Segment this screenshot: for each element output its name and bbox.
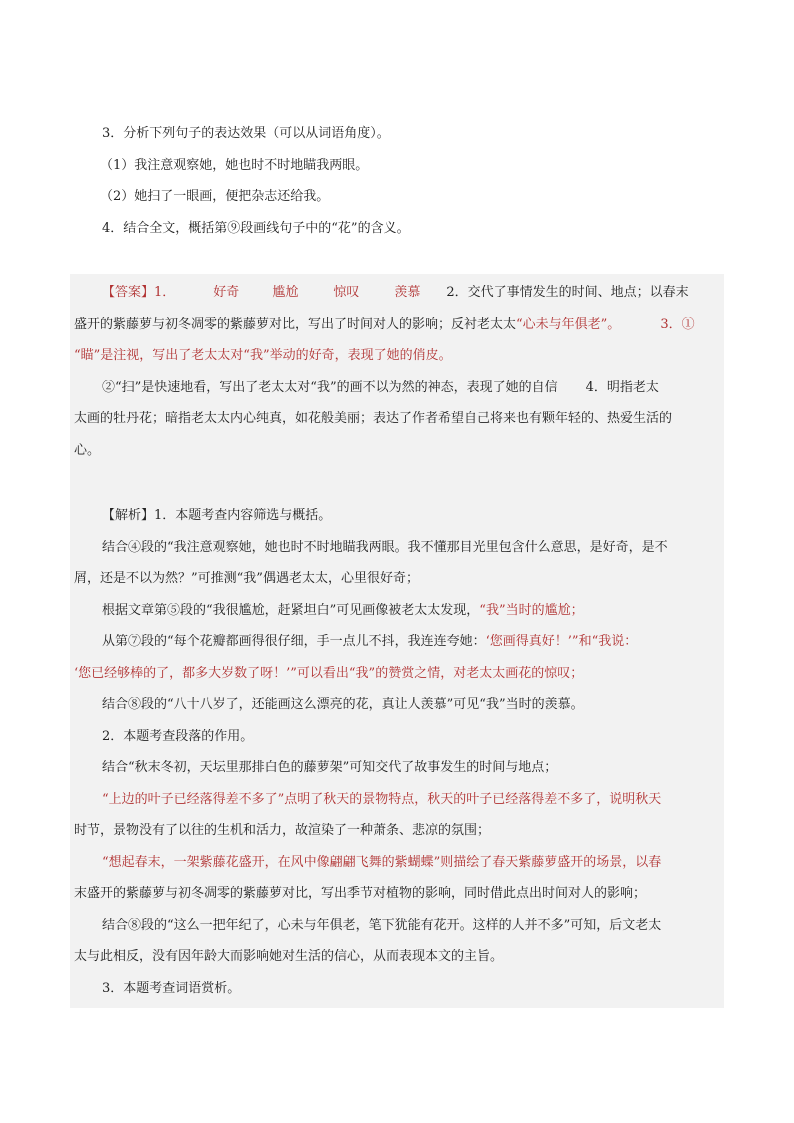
analysis-line-1 (74, 508, 718, 524)
analysis-p10-line-b: 末盛开的紫藤萝与初冬凋零的紫藤萝对比，写出季节对植物的影响，同时借此点出时间对人的影响； (74, 886, 647, 901)
answer-3-number: 3．① (660, 317, 695, 332)
question-4: 4．结合全文，概括第⑨段画线句子中的“花”的含义。 (102, 221, 410, 236)
analysis-p4b-text: ‘您画得真好！’”和“我说： (485, 634, 638, 649)
answer-line-2 (74, 317, 718, 333)
analysis-p7-line (74, 729, 718, 745)
analysis-p10a-text: “想起春末，一架紫藤花盛开，在风中像翩翩飞舞的紫蝴蝶”则描绘了春天紫藤萝盛开的场景，以春 (102, 855, 662, 870)
analysis-p11-line-b: 太与此相反，没有因年龄大而影响她对生活的信心，从而表现本文的主旨。 (74, 949, 504, 964)
analysis-p9a-text: “上边的叶子已经落得差不多了”点明了秋天的景物特点，秋天的叶子已经落得差不多了，说明秋天 (102, 792, 662, 807)
answer-label: 【答案】 (102, 285, 155, 300)
analysis-label: 【解析】 (102, 508, 155, 523)
analysis-p4a-text: 从第⑦段的“每个花瓣都画得很仔细，手一点儿不抖，我连连夸她： (102, 634, 486, 649)
analysis-p9-line-a (74, 792, 718, 808)
analysis-p6-line (74, 697, 718, 713)
answer-4-line-3: 心。 (74, 443, 101, 458)
question-3-2: （2）她扫了一眼画，便把杂志还给我。 (100, 189, 330, 204)
question-3: 3．分析下列句子的表达效果（可以从词语角度）。 (102, 126, 390, 141)
answer-1-word-2: 尴尬 (272, 285, 299, 300)
analysis-p11-line-a (74, 918, 718, 934)
analysis-p7-text: 2．本题考查段落的作用。 (102, 729, 254, 744)
analysis-p5-line: ‘您已经够棒的了，都多大岁数了呀！’”可以看出“我”的赞赏之情，对老太太画花的惊叹； (74, 666, 584, 681)
answer-3-line-2 (74, 380, 718, 396)
analysis-part-1-title: 1．本题考查内容筛选与概括。 (154, 508, 332, 523)
answer-2-quote: “心未与年俱老”。 (516, 317, 621, 332)
analysis-p9-line-b: 时节，景物没有了以往的生机和活力，故渲染了一种萧条、悲凉的氛围； (74, 823, 491, 838)
analysis-p6-text: 结合⑧段的“八十八岁了，还能画这么漂亮的花，真让人羡慕”可见“我”当时的羡慕。 (102, 697, 584, 712)
answer-2-text: 盛开的紫藤萝与初冬凋零的紫藤萝对比，写出了时间对人的影响；反衬老太太 (74, 317, 517, 332)
analysis-p8-text: 结合“秋末冬初，天坛里那排白色的藤萝架”可知交代了故事发生的时间与地点； (102, 760, 558, 775)
analysis-p2-line-b: 屑，还是不以为然？”可推测“我”偶遇老太太，心里很好奇； (74, 571, 419, 586)
answer-1-word-3: 惊叹 (333, 285, 360, 300)
answer-1-word-4: 羡慕 (394, 285, 421, 300)
analysis-p2a-text: 结合④段的“我注意观察她，她也时不时地瞄我两眼。我不懂那目光里包含什么意思，是好奇，是不 (102, 540, 668, 555)
analysis-p2-line-a (74, 540, 718, 556)
analysis-p8-line (74, 760, 718, 776)
answer-4-start: 4．明指老太 (585, 380, 659, 395)
analysis-p12-text: 3．本题考查词语赏析。 (102, 981, 241, 996)
analysis-p3a-text: 根据文章第⑤段的“我很尴尬，赶紧坦白”可见画像被老太太发现， (102, 603, 480, 618)
answer-4-line-2: 太画的牡丹花；暗指老太太内心纯真，如花般美丽；表达了作者希望自己将来也有颗年轻的、热爱生活的 (74, 411, 673, 426)
analysis-p10-line-a (74, 855, 718, 871)
analysis-p3-line (74, 603, 718, 619)
answer-line-1 (74, 285, 718, 301)
answer-2-start: 2．交代了事情发生的时间、地点；以春末 (446, 285, 689, 300)
answer-3-text: ②“扫”是快速地看，写出了老太太对“我”的画不以为然的神态，表现了她的自信 (102, 380, 558, 395)
answer-1-word-1: 好奇 (213, 285, 240, 300)
analysis-p12-line (74, 981, 718, 997)
analysis-p3b-text: “我”当时的尴尬； (479, 603, 584, 618)
analysis-p11a-text: 结合⑧段的“这么一把年纪了，心未与年俱老，笔下犹能有花开。这样的人并不多”可知，后文老太 (102, 918, 662, 933)
answer-1-number: 1． (154, 285, 176, 300)
question-3-1: （1）我注意观察她，她也时不时地瞄我两眼。 (100, 158, 369, 173)
analysis-p4-line (74, 634, 718, 650)
answer-3-line-1: “瞄”是注视，写出了老太太对“我”举动的好奇，表现了她的俏皮。 (74, 348, 452, 363)
